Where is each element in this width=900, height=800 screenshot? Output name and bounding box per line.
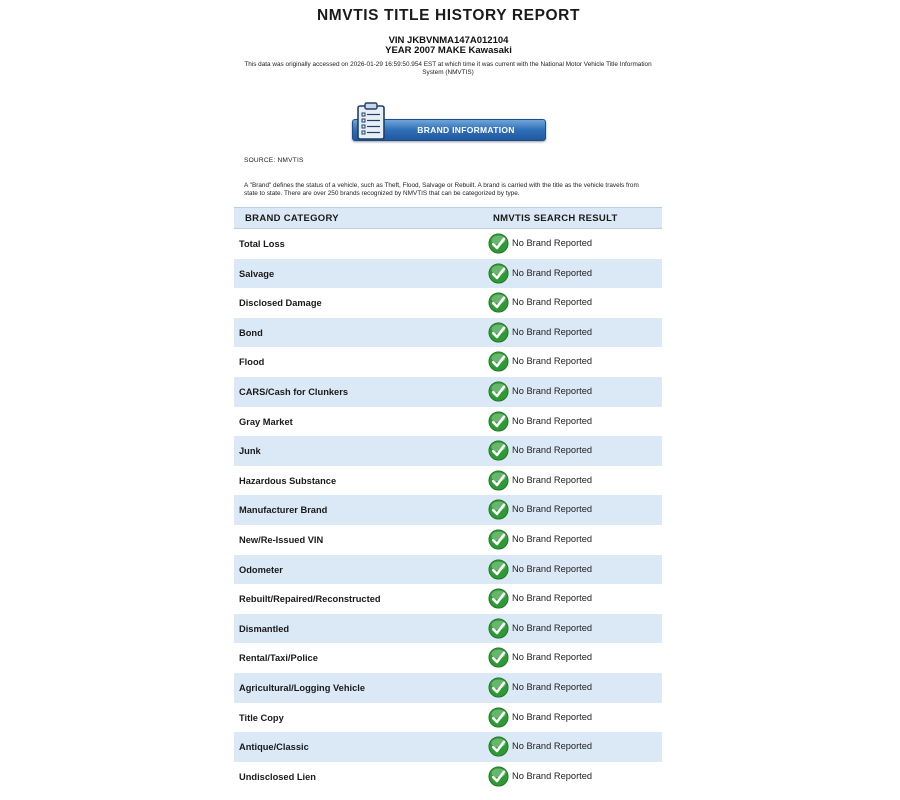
brand-definition: A "Brand" defines the status of a vehicle, such as Theft, Flood, Salvage or Rebuilt. A brand is carried with the title as the vehicle travels from state to state. There are over 250 brands recognized by NMVTIS that can be categorized by type.: [244, 182, 639, 197]
table-row: [234, 466, 662, 496]
table-row: [234, 288, 662, 318]
table-row: [234, 732, 662, 762]
brand-category-cell: New/Re-Issued VIN: [239, 534, 324, 545]
brand-category-cell: Gray Market: [239, 416, 293, 427]
green-check-circle-icon: [488, 707, 509, 728]
brand-category-cell: Manufacturer Brand: [239, 505, 328, 516]
table-row: [234, 229, 662, 259]
brand-category-cell: Junk: [239, 446, 261, 457]
green-check-circle-icon: [488, 411, 509, 432]
green-check-circle-icon: [488, 559, 509, 580]
brand-category-cell: Antique/Classic: [239, 742, 309, 753]
brand-category-cell: Salvage: [239, 268, 275, 279]
search-result-cell: No Brand Reported: [512, 741, 593, 752]
green-check-circle-icon: [488, 647, 509, 668]
green-check-circle-icon: [488, 736, 509, 757]
table-row: [234, 259, 662, 289]
brand-category-cell: Undisclosed Lien: [239, 771, 316, 782]
table-row: [234, 673, 662, 703]
brand-information-banner: [352, 100, 546, 144]
green-check-circle-icon: [488, 677, 509, 698]
brand-category-cell: Dismantled: [239, 623, 290, 634]
search-result-cell: No Brand Reported: [512, 711, 593, 722]
table-row: [234, 377, 662, 407]
brand-category-cell: CARS/Cash for Clunkers: [239, 386, 349, 397]
brand-category-cell: Total Loss: [239, 239, 285, 249]
green-check-circle-icon: [488, 322, 509, 343]
green-check-circle-icon: [488, 381, 509, 402]
table-row: [234, 762, 662, 792]
table-row: [234, 584, 662, 614]
green-check-circle-icon: [488, 588, 509, 609]
search-result-cell: No Brand Reported: [512, 504, 593, 515]
brand-category-cell: Hazardous Substance: [239, 475, 337, 486]
search-result-cell: No Brand Reported: [512, 563, 593, 574]
search-result-cell: No Brand Reported: [512, 297, 593, 308]
green-check-circle-icon: [488, 233, 509, 254]
green-check-circle-icon: [488, 499, 509, 520]
source-label: SOURCE: NMVTIS: [244, 157, 304, 164]
search-result-cell: No Brand Reported: [512, 267, 593, 278]
brand-category-cell: Flood: [239, 357, 265, 368]
table-row: [234, 436, 662, 466]
access-note: This data was originally accessed on 2026-01-29 16:59:50.954 EST at which time it was current with the National Motor Vehicle Title Information System (NMVTIS): [244, 61, 652, 76]
banner-label: BRAND INFORMATION: [417, 125, 515, 135]
search-result-cell: No Brand Reported: [512, 445, 593, 456]
table-row: [234, 643, 662, 673]
table-row: [234, 555, 662, 585]
search-result-cell: No Brand Reported: [512, 385, 593, 396]
brand-table: [234, 207, 662, 791]
search-result-cell: No Brand Reported: [512, 326, 593, 337]
table-row: [234, 525, 662, 555]
brand-category-cell: Rebuilt/Repaired/Reconstructed: [239, 594, 381, 605]
search-result-cell: No Brand Reported: [512, 622, 593, 633]
table-row: [234, 614, 662, 644]
table-header: [234, 207, 662, 229]
report-title: NMVTIS TITLE HISTORY REPORT: [316, 7, 581, 24]
header-search-result: NMVTIS SEARCH RESULT: [493, 213, 618, 224]
green-check-circle-icon: [488, 766, 509, 787]
green-check-circle-icon: [488, 292, 509, 313]
table-row: [234, 407, 662, 437]
year-make-line: YEAR 2007 MAKE Kawasaki: [385, 45, 512, 56]
brand-category-cell: Agricultural/Logging Vehicle: [239, 682, 366, 693]
table-row: [234, 318, 662, 348]
clipboard-checklist-icon: [356, 102, 386, 140]
search-result-cell: No Brand Reported: [512, 593, 593, 604]
green-check-circle-icon: [488, 529, 509, 550]
search-result-cell: No Brand Reported: [512, 770, 593, 781]
search-result-cell: No Brand Reported: [512, 681, 593, 692]
search-result-cell: No Brand Reported: [512, 356, 593, 367]
brand-category-cell: Title Copy: [239, 712, 284, 723]
brand-category-cell: Bond: [239, 327, 263, 338]
table-row: [234, 495, 662, 525]
header-brand-category: BRAND CATEGORY: [245, 213, 339, 224]
table-body: [234, 229, 662, 791]
green-check-circle-icon: [488, 470, 509, 491]
green-check-circle-icon: [488, 263, 509, 284]
green-check-circle-icon: [488, 351, 509, 372]
search-result-cell: No Brand Reported: [512, 652, 593, 663]
vin-line: VIN JKBVNMA147A012104: [388, 35, 509, 46]
green-check-circle-icon: [488, 440, 509, 461]
green-check-circle-icon: [488, 618, 509, 639]
brand-category-cell: Disclosed Damage: [239, 298, 322, 309]
brand-category-cell: Rental/Taxi/Police: [239, 653, 318, 664]
search-result-cell: No Brand Reported: [512, 238, 593, 248]
table-row: [234, 347, 662, 377]
table-row: [234, 703, 662, 733]
search-result-cell: No Brand Reported: [512, 415, 593, 426]
search-result-cell: No Brand Reported: [512, 533, 593, 544]
search-result-cell: No Brand Reported: [512, 474, 593, 485]
brand-category-cell: Odometer: [239, 564, 283, 575]
